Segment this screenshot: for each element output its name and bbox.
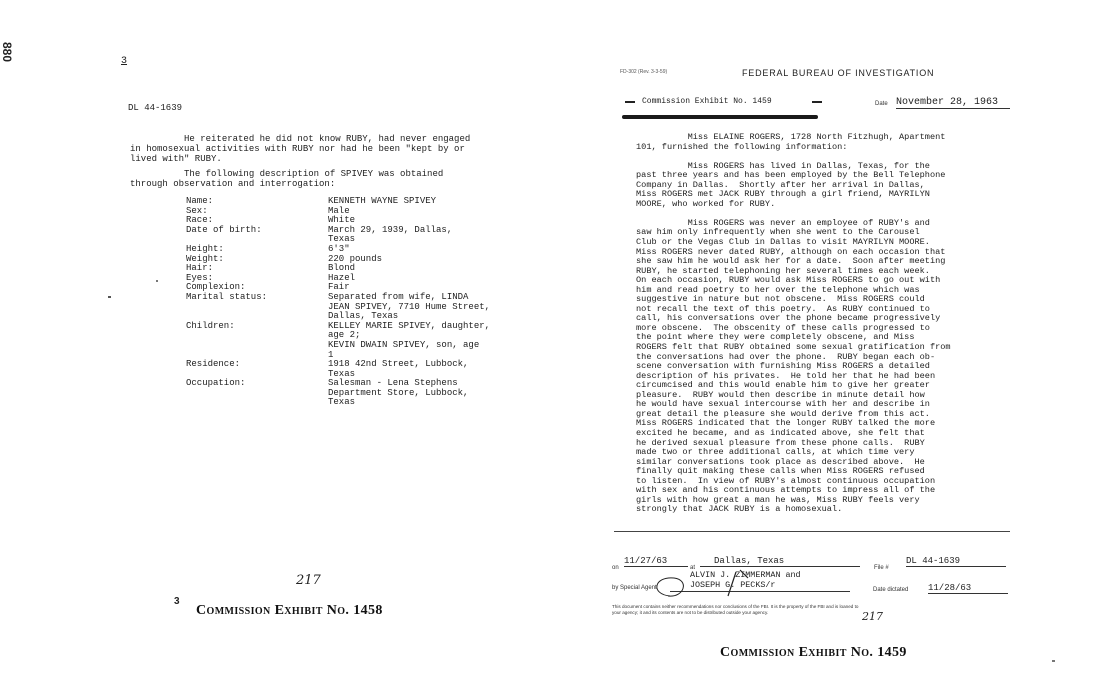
dash-left	[625, 101, 635, 103]
on-label: on	[612, 565, 619, 571]
description-row	[186, 379, 490, 408]
description-value: Hazel	[328, 272, 356, 283]
exhibit-1458-label: Commission Exhibit No. 1458	[196, 603, 383, 618]
description-label: Children:	[186, 320, 235, 331]
description-table	[186, 197, 490, 408]
date-dictated-label: Date dictated	[873, 587, 909, 593]
description-value: 6'3"	[328, 243, 350, 254]
description-row	[186, 322, 490, 360]
side-page-number: 880	[0, 42, 14, 63]
description-label: Race:	[186, 215, 214, 226]
description-label: Weight:	[186, 253, 224, 264]
description-value: Salesman - Lena Stephens Department Store, Lubbock, Texas	[328, 378, 469, 408]
exhibit-1459-label: Commission Exhibit No. 1459	[720, 645, 907, 660]
description-label: Eyes:	[186, 272, 214, 283]
at-label: at	[690, 565, 696, 571]
date-label: Date	[875, 101, 888, 107]
dash-right	[812, 101, 822, 103]
left-handwritten-page-number: 217	[296, 573, 321, 588]
left-paragraph-2: The following description of SPIVEY was obtained through observation and interrogation:	[130, 169, 444, 189]
fbi-header: FEDERAL BUREAU OF INVESTIGATION	[742, 68, 935, 78]
description-label: Name:	[186, 196, 214, 206]
left-page-mark: 3	[121, 56, 128, 67]
left-exhibit-mark: 3	[174, 596, 180, 607]
description-label: Height:	[186, 243, 224, 254]
at-location-value: Dallas, Texas	[700, 556, 860, 567]
description-value: Blond	[328, 263, 356, 274]
description-value: Male	[328, 205, 350, 216]
description-label: Complexion:	[186, 282, 246, 293]
agent-signature-scribble	[640, 566, 760, 606]
left-paragraph-1: He reiterated he did not know RUBY, had never engaged in homosexual activities with RUBY nor had he been "kept by or lived with" RUBY.	[130, 134, 471, 164]
on-date-value: 11/27/63	[624, 556, 688, 567]
description-label: Sex:	[186, 205, 208, 216]
description-label: Hair:	[186, 263, 214, 274]
fbi-disclaimer: This document contains neither recommendations nor conclusions of the FBI. It is the property of the FBI and is loaned to your agency; it and its contents are not to be distributed outside your agency.	[612, 604, 859, 615]
description-value: Separated from wife, LINDA JEAN SPIVEY, 7710 Hume Street, Dallas, Texas	[328, 291, 491, 322]
description-row	[186, 226, 490, 245]
form-number: FD-302 (Rev. 3-3-59)	[620, 69, 668, 75]
description-label: Date of birth:	[186, 224, 262, 235]
description-value: March 29, 1939, Dallas, Texas	[328, 224, 453, 245]
agent-names: ALVIN J. ZIMMERMAN and JOSEPH G. PECKS/r	[690, 570, 801, 590]
left-file-reference: DL 44-1639	[128, 103, 183, 113]
description-row	[186, 293, 490, 322]
statement-body: Miss ELAINE ROGERS, 1728 North Fitzhugh, Apartment 101, furnished the following information: Miss ROGERS has lived in Dallas, Texas, for the past three years and has been employed by the Bell Telephone Company in Dallas. Shortly after her arrival in Dallas, Miss ROGERS met JACK RUBY through a girl friend, MAYRILYN MOORE, who worked for RUBY. Miss ROGERS was never an employee of RUBY's and saw him only infrequently when she went to the Carousel Club or the Vegas Club in Dallas to visit MAYRILYN MOORE. Miss ROGERS never dated RUBY, although on each occasion that she saw him he would ask her for a date. Soon after meeting RUBY, he started telephoning her several times each week. On each occasion, RUBY would ask Miss ROGERS to go out with him and read poetry to her over the telephone which was suggestive in nature but not obscene. Miss ROGERS could not recall the text of this poetry. As RUBY continued to call, his conversations over the phone became progressively more obscene. The obscenity of these calls progressed to the point where they were completely obscene, and Miss ROGERS felt that RUBY obtained some sexual gratification from the conversations had over the phone. RUBY began each ob- scene conversation with furnishing Miss ROGERS a detailed description of his privates. He told her that he had been circumcised and this would enable him to give her greater pleasure. RUBY would then describe in minute detail how he would have sexual intercourse with her and describe in great detail the pleasure she would derive from this act. Miss ROGERS indicated that the longer RUBY talked the more excited he became, and as indicated above, she felt that he derived sexual pleasure from these phone calls. RUBY made two or three additional calls, at which time very similar conversations took place as described above. He finally quit making these calls when Miss ROGERS refused to listen. In view of RUBY's almost continuous occupation with sex and his continuous attempts to impress all of the girls with how great a man he was, Miss RUBY feels very strongly that JACK RUBY is a homosexual.	[636, 132, 951, 515]
redaction-bar	[622, 115, 818, 119]
date-value: November 28, 1963	[896, 98, 1010, 109]
description-label: Residence:	[186, 359, 241, 370]
scan-speck	[1052, 660, 1055, 662]
scan-speck	[108, 296, 111, 298]
description-value: White	[328, 215, 356, 226]
description-label: Occupation:	[186, 378, 246, 389]
description-value: KELLEY MARIE SPIVEY, daughter, age 2; KEVIN DWAIN SPIVEY, son, age 1	[328, 320, 491, 360]
exhibit-1459-reference: Commission Exhibit No. 1459	[642, 97, 772, 106]
description-value: 1918 42nd Street, Lubbock, Texas	[328, 359, 469, 379]
body-end-rule	[614, 531, 1010, 532]
file-number-value: DL 44-1639	[906, 556, 1006, 567]
scan-speck	[156, 280, 158, 282]
right-handwritten-page-number: 217	[862, 610, 883, 623]
description-value: 220 pounds	[328, 253, 383, 264]
description-label: Marital status:	[186, 291, 268, 302]
agent-label: by Special Agent	[612, 585, 657, 591]
file-label: File #	[874, 565, 889, 571]
description-value: KENNETH WAYNE SPIVEY	[328, 196, 437, 206]
description-value: Fair	[328, 282, 350, 293]
date-dictated-value: 11/28/63	[928, 583, 1008, 594]
description-row	[186, 360, 490, 379]
